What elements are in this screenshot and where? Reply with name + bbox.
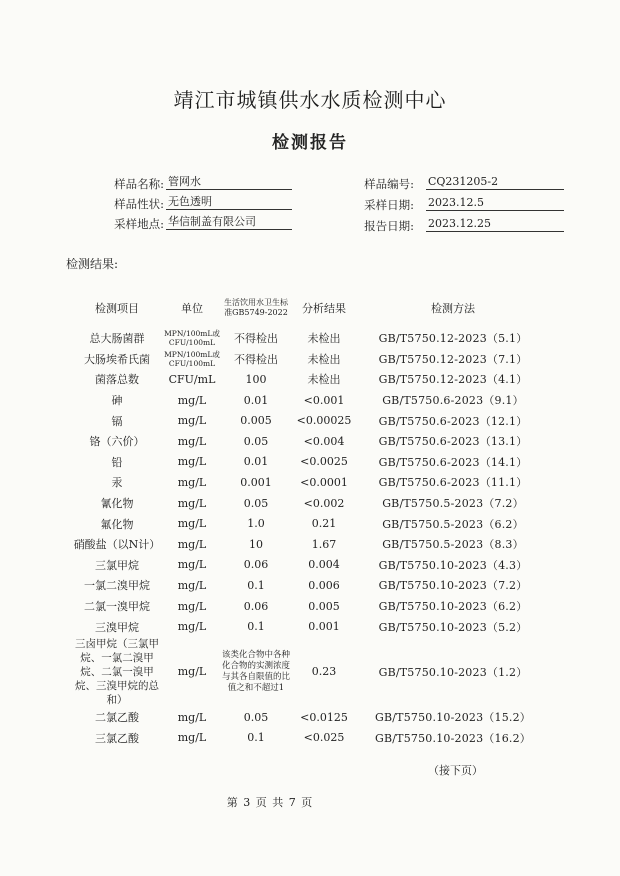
unit-cell: mg/L — [177, 517, 207, 531]
organization-title: 靖江市城镇供水水质检测中心 — [173, 88, 447, 112]
result-cell: 未检出 — [307, 332, 341, 346]
method-cell: GB/T5750.10-2023（7.2） — [378, 579, 528, 593]
table-row — [72, 596, 548, 617]
item-cell: 氟化物 — [100, 517, 134, 531]
limit-cell: 0.005 — [240, 414, 272, 428]
method-cell: GB/T5750.12-2023（5.1） — [378, 332, 528, 346]
header-method: 检测方法 — [431, 302, 475, 315]
limit-cell: 0.1 — [247, 731, 265, 745]
result-cell: <0.0125 — [300, 710, 348, 724]
sample-property-label: 样品性状: — [114, 197, 164, 211]
result-cell: <0.0001 — [300, 475, 348, 489]
table-row — [72, 534, 548, 555]
limit-cell: 0.1 — [247, 578, 265, 592]
limit-cell: 不得检出 — [234, 332, 278, 346]
limit-cell: 0.05 — [243, 434, 269, 448]
method-cell: GB/T5750.10-2023（16.2） — [374, 731, 531, 745]
result-cell: 0.005 — [308, 599, 340, 613]
unit-cell: mg/L — [177, 710, 207, 724]
result-cell: <0.0025 — [300, 455, 348, 469]
sampling-date-label: 采样日期: — [364, 198, 414, 212]
result-cell: <0.002 — [303, 496, 345, 510]
table-row — [72, 452, 548, 473]
unit-cell: mg/L — [177, 578, 207, 592]
unit-cell: mg/L — [177, 475, 207, 489]
table-row — [72, 575, 548, 596]
limit-cell: 100 — [245, 372, 267, 386]
result-cell: <0.001 — [303, 393, 345, 407]
limit-cell: 1.0 — [247, 517, 265, 531]
method-cell: GB/T5750.12-2023（4.1） — [378, 373, 528, 387]
unit-cell: MPN/100mL或CFU/100mL — [164, 329, 220, 348]
limit-cell: 0.06 — [243, 558, 269, 572]
table-row — [72, 431, 548, 452]
method-cell: GB/T5750.10-2023（4.3） — [378, 558, 528, 572]
item-cell: 汞 — [111, 476, 123, 490]
table-row — [72, 637, 548, 707]
table-row — [72, 328, 548, 349]
table-row — [72, 555, 548, 576]
method-cell: GB/T5750.12-2023（7.1） — [378, 352, 528, 366]
limit-cell: 0.001 — [240, 475, 272, 489]
method-cell: GB/T5750.5-2023（8.3） — [382, 538, 524, 552]
table-header-row — [72, 288, 548, 328]
table-row — [72, 472, 548, 493]
table-row — [72, 707, 548, 728]
unit-cell: mg/L — [177, 599, 207, 613]
header-item: 检测项目 — [95, 302, 139, 315]
unit-cell: mg/L — [177, 496, 207, 510]
result-cell: 1.67 — [311, 537, 337, 551]
method-cell: GB/T5750.6-2023（14.1） — [378, 455, 528, 469]
method-cell: GB/T5750.6-2023（12.1） — [378, 414, 528, 428]
method-cell: GB/T5750.10-2023（1.2） — [378, 665, 528, 679]
limit-cell: 0.05 — [243, 496, 269, 510]
sampling-location-value: 华信制盖有限公司 — [166, 214, 292, 230]
method-cell: GB/T5750.10-2023（15.2） — [374, 711, 531, 725]
method-cell: GB/T5750.6-2023（13.1） — [378, 435, 528, 449]
limit-cell: 0.01 — [243, 455, 269, 469]
sample-number-label: 样品编号: — [364, 177, 414, 191]
item-cell: 总大肠菌群 — [89, 332, 145, 346]
result-cell: <0.00025 — [296, 414, 352, 428]
report-date-label: 报告日期: — [364, 219, 414, 233]
result-cell: 0.004 — [308, 558, 340, 572]
item-cell: 砷 — [111, 394, 123, 408]
table-row — [72, 728, 548, 749]
item-cell: 硝酸盐（以N计） — [73, 538, 161, 552]
result-cell: <0.025 — [303, 731, 345, 745]
report-date-value: 2023.12.25 — [426, 216, 564, 232]
item-cell: 三溴甲烷 — [95, 620, 139, 634]
continued-note: （接下页） — [428, 764, 483, 777]
item-cell: 三氯乙酸 — [95, 731, 139, 745]
sample-number-value: CQ231205-2 — [426, 174, 564, 190]
result-cell: 0.001 — [308, 620, 340, 634]
item-cell: 铅 — [111, 455, 123, 469]
results-label: 检测结果: — [66, 257, 119, 271]
unit-cell: mg/L — [177, 731, 207, 745]
item-cell: 三卤甲烷（三氯甲烷、一氯二溴甲烷、二氯一溴甲烷、三溴甲烷的总和） — [75, 637, 159, 706]
header-result: 分析结果 — [302, 302, 346, 315]
item-cell: 菌落总数 — [95, 373, 139, 387]
table-row — [72, 390, 548, 411]
table-row — [72, 513, 548, 534]
unit-cell: CFU/mL — [168, 372, 216, 386]
method-cell: GB/T5750.6-2023（11.1） — [378, 476, 528, 490]
table-row — [72, 369, 548, 390]
item-cell: 二氯一溴甲烷 — [84, 600, 150, 614]
results-table — [72, 288, 548, 748]
limit-cell: 10 — [249, 537, 263, 551]
method-cell: GB/T5750.10-2023（5.2） — [378, 620, 528, 634]
limit-cell: 0.01 — [243, 393, 269, 407]
item-cell: 大肠埃希氏菌 — [84, 352, 150, 366]
item-cell: 二氯乙酸 — [95, 711, 139, 725]
limit-cell: 不得检出 — [234, 352, 278, 366]
report-title: 检测报告 — [272, 133, 348, 153]
item-cell: 一氯二溴甲烷 — [84, 579, 150, 593]
page-number: 第 3 页 共 7 页 — [226, 796, 314, 809]
result-cell: <0.004 — [303, 434, 345, 448]
result-cell: 未检出 — [307, 352, 341, 366]
unit-cell: mg/L — [177, 558, 207, 572]
method-cell: GB/T5750.5-2023（6.2） — [382, 517, 524, 531]
result-cell: 0.006 — [308, 578, 340, 592]
unit-cell: mg/L — [177, 537, 207, 551]
method-cell: GB/T5750.5-2023（7.2） — [382, 497, 524, 511]
method-cell: GB/T5750.6-2023（9.1） — [382, 394, 524, 408]
limit-cell: 0.1 — [247, 620, 265, 634]
sample-property-value: 无色透明 — [166, 194, 292, 210]
result-cell: 0.23 — [311, 665, 337, 679]
unit-cell: mg/L — [177, 620, 207, 634]
sample-name-label: 样品名称: — [114, 177, 164, 191]
table-row — [72, 616, 548, 637]
unit-cell: mg/L — [177, 665, 207, 679]
method-cell: GB/T5750.10-2023（6.2） — [378, 600, 528, 614]
result-cell: 未检出 — [307, 373, 341, 387]
sample-name-value: 管网水 — [166, 174, 292, 190]
unit-cell: mg/L — [177, 434, 207, 448]
limit-cell: 0.06 — [243, 599, 269, 613]
result-cell: 0.21 — [311, 517, 337, 531]
header-limit: 生活饮用水卫生标准GB5749-2022 — [224, 298, 288, 317]
table-row — [72, 349, 548, 370]
limit-cell: 该类化合物中各种化合物的实测浓度与其各自限值的比值之和不超过1 — [222, 649, 291, 693]
item-cell: 镉 — [111, 414, 123, 428]
item-cell: 氰化物 — [100, 497, 134, 511]
unit-cell: mg/L — [177, 414, 207, 428]
unit-cell: mg/L — [177, 455, 207, 469]
sampling-date-value: 2023.12.5 — [426, 195, 564, 211]
item-cell: 三氯甲烷 — [95, 558, 139, 572]
unit-cell: MPN/100mL或CFU/100mL — [164, 349, 220, 368]
sampling-location-label: 采样地点: — [114, 217, 164, 231]
table-row — [72, 410, 548, 431]
table-row — [72, 493, 548, 514]
header-unit: 单位 — [181, 302, 203, 315]
item-cell: 铬（六价） — [89, 435, 145, 449]
unit-cell: mg/L — [177, 393, 207, 407]
limit-cell: 0.05 — [243, 710, 269, 724]
